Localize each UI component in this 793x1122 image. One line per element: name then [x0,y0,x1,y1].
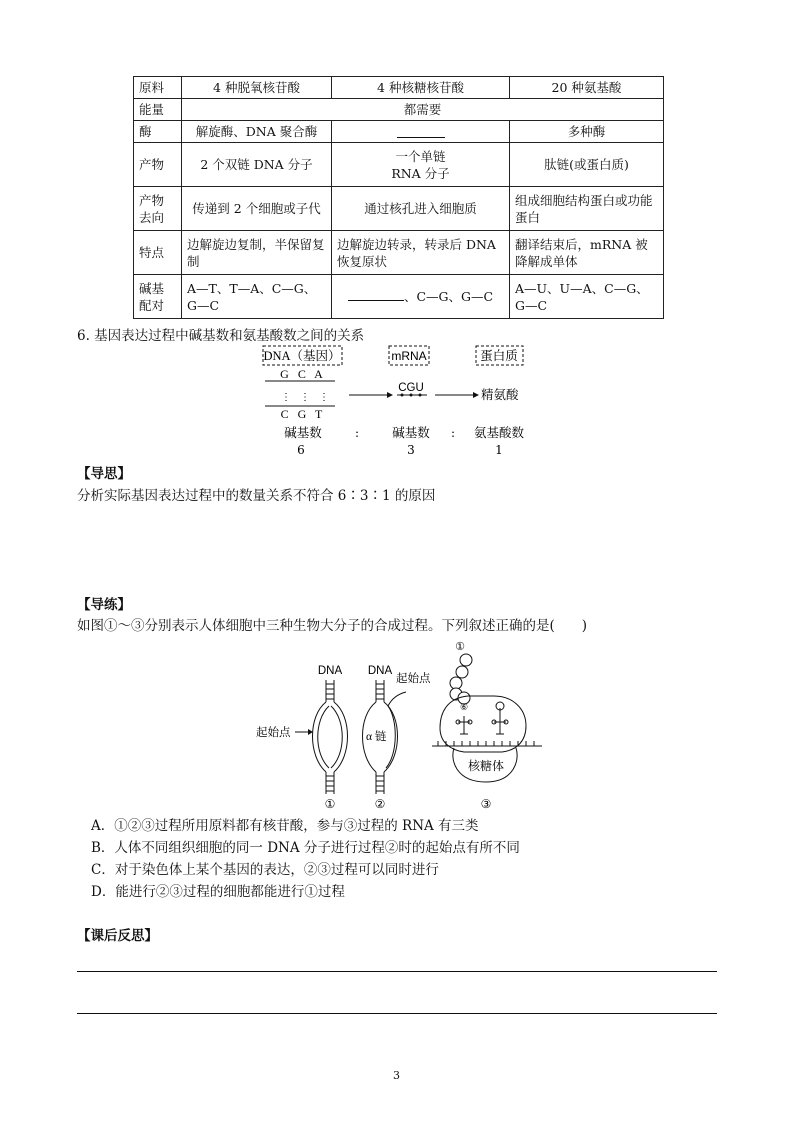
table-row [134,231,664,275]
row-header: 能量 [134,99,182,121]
ribosome-label: 核糖体 [467,759,505,773]
option-d: D．能进行②③过程的细胞都能进行①过程 [91,884,345,900]
start-point-label-2: 起始点 [396,673,431,685]
ribosome-large-subunit [440,696,526,752]
table-cell [332,143,510,187]
pair-dots: ⋮ [300,392,310,403]
cell-line: RNA 分子 [391,165,450,181]
question-text: 如图①～③分别表示人体细胞中三种生物大分子的合成过程。下列叙述正确的是( ) [77,618,588,634]
panel-number-2: ② [374,797,386,811]
arrow-head [387,392,393,398]
table-row [134,187,664,231]
answer-line [77,1013,717,1014]
guide-practice-heading: 【导练】 [77,597,131,613]
table-cell: 4 种核糖核苷酸 [332,77,510,99]
cell-line: 一个单链 [395,148,446,164]
pair-dots: ⋮ [281,392,291,403]
fill-blank [397,127,445,138]
option-c: C．对于染色体上某个基因的表达，②③过程可以同时进行 [91,862,439,878]
dna-label-2: DNA [367,665,393,677]
row-header: 原料 [134,77,182,99]
table-row [134,143,664,187]
panel-number-3: ③ [480,797,492,811]
mrna-label: mRNA [391,349,427,363]
fill-blank [348,290,404,301]
table-cell: 边解旋边复制，半保留复制 [182,231,332,275]
table-cell: 传递到 2 个细胞或子代 [182,187,332,231]
count-aa: 1 [495,443,503,457]
row-header: 产物 [134,143,182,187]
table-cell: 解旋酶、DNA 聚合酶 [182,121,332,143]
table-cell: A—T、T—A、C—G、G—C [182,275,332,319]
table-cell: 组成细胞结构蛋白或功能蛋白 [510,187,664,231]
pair-dots: ⋮ [319,392,329,403]
section-title: 6. 基因表达过程中碱基数和氨基酸数之间的关系 [77,328,365,344]
amino-acid: 精氨酸 [481,388,519,402]
alpha-chain-label: α 链 [366,731,387,743]
dna-label: DNA（基因） [263,349,341,363]
bottom-strand-bases: C G T [280,407,326,421]
synthesis-figure [250,636,550,812]
row-header: 产物去向 [134,187,182,231]
guide-think-heading: 【导思】 [77,466,131,482]
table-cell: 通过核孔进入细胞质 [332,187,510,231]
chain-start-mark: ① [455,640,465,653]
start-point-label-1: 起始点 [256,727,291,739]
table-cell [332,275,510,319]
table-cell: 肽链(或蛋白质) [510,143,664,187]
table-cell: 翻译结束后，mRNA 被降解成单体 [510,231,664,275]
table-cell: 多种酶 [510,121,664,143]
row-header: 酶 [134,121,182,143]
count-dna: 6 [297,443,305,457]
replication-bubble [313,680,348,794]
count-label-mrna: 碱基数 [392,426,430,440]
reflection-heading: 【课后反思】 [77,928,158,944]
protein-label: 蛋白质 [480,349,518,363]
table-cell: 都需要 [182,99,664,121]
pairing-text: 、C—G、G—C [403,289,494,304]
guide-think-text: 分析实际基因表达过程中的数量关系不符合 6∶3∶1 的原因 [77,488,436,504]
option-a: A．①②③过程所用原料都有核苷酸，参与③过程的 RNA 有三类 [91,818,479,834]
ratio-colon: : [450,426,456,440]
count-label-aa: 氨基酸数 [473,426,525,440]
table-row [134,121,664,143]
aa-mark: ⑥ [459,703,469,713]
count-mrna: 3 [407,443,415,457]
count-label-dna: 碱基数 [284,426,322,440]
option-b: B．人体不同组织细胞的同一 DNA 分子进行过程②时的起始点有所不同 [91,840,520,856]
comparison-table [133,76,664,319]
table-cell-blank [332,121,510,143]
top-strand-bases: G C A [280,367,326,381]
table-cell: 2 个双链 DNA 分子 [182,143,332,187]
table-cell: A—U、U—A、C—G、G—C [510,275,664,319]
row-header: 碱基配对 [134,275,182,319]
row-header: 特点 [134,231,182,275]
answer-line [77,971,717,972]
codon: CGU [398,382,424,394]
page-number: 3 [393,1069,400,1082]
dna-label-1: DNA [317,665,343,677]
base-ratio-diagram [255,342,545,458]
table-cell: 20 种氨基酸 [510,77,664,99]
panel-number-1: ① [324,797,336,811]
ratio-colon: : [354,426,360,440]
arrow-head [473,392,479,398]
table-cell: 边解旋边转录，转录后 DNA 恢复原状 [332,231,510,275]
table-row [134,77,664,99]
table-row [134,99,664,121]
table-row [134,275,664,319]
table-cell: 4 种脱氧核苷酸 [182,77,332,99]
